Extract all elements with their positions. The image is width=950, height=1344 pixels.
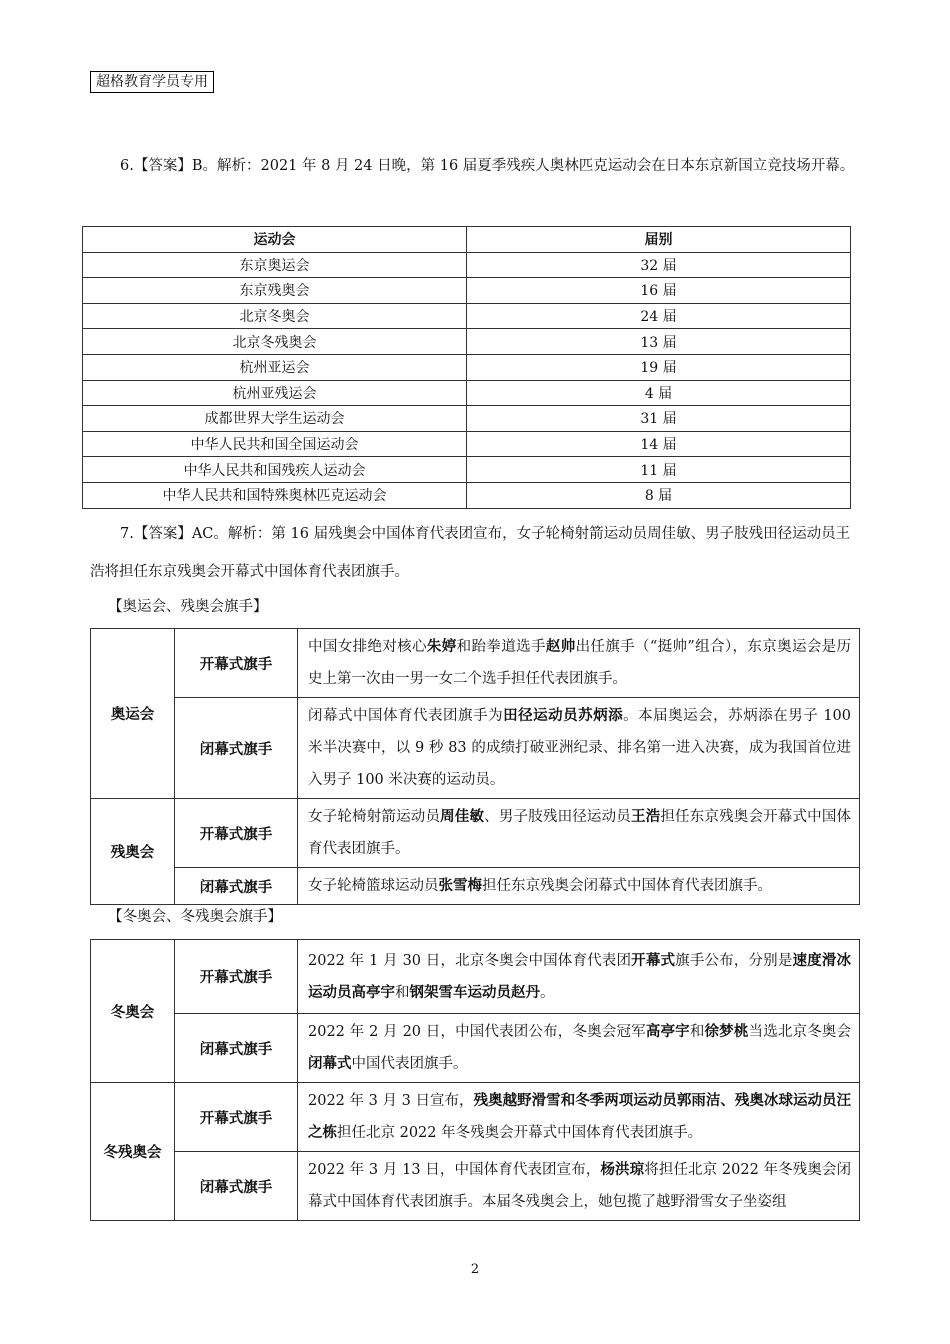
table-row: [91, 629, 860, 698]
role-cell: 开幕式旗手: [175, 799, 298, 868]
winter-section-label: 【冬奥会、冬残奥会旗手】: [108, 909, 282, 925]
games-edition: 24 届: [467, 303, 851, 329]
table-row: [91, 698, 860, 799]
description-cell: 2022 年 2 月 20 日，中国代表团公布，冬奥会冠军高亭宇和徐梦桃当选北京冬奥会闭幕式中国代表团旗手。: [298, 1014, 860, 1083]
table-row: [83, 482, 851, 508]
games-name: 中华人民共和国全国运动会: [83, 431, 467, 457]
role-cell: 闭幕式旗手: [175, 698, 298, 799]
summer-flagbearer-table: [90, 628, 860, 905]
games-name: 东京奥运会: [83, 252, 467, 278]
description-cell: 女子轮椅篮球运动员张雪梅担任东京残奥会闭幕式中国体育代表团旗手。: [298, 868, 860, 905]
table-row: [91, 1014, 860, 1083]
table-row: [91, 799, 860, 868]
category-cell: 奥运会: [91, 629, 175, 799]
games-table: [82, 226, 851, 509]
q6-answer: 6.【答案】B。解析：2021 年 8 月 24 日晚，第 16 届夏季残疾人奥林匹克运动会在日本东京新国立竞技场开幕。: [120, 158, 855, 174]
games-edition: 14 届: [467, 431, 851, 457]
games-edition: 11 届: [467, 457, 851, 483]
games-name: 杭州亚残运会: [83, 380, 467, 406]
table-row: [83, 329, 851, 355]
role-cell: 开幕式旗手: [175, 629, 298, 698]
table-row: [91, 1083, 860, 1152]
category-cell: 冬残奥会: [91, 1083, 175, 1221]
table-header-row: [83, 227, 851, 253]
games-edition: 4 届: [467, 380, 851, 406]
category-cell: 冬奥会: [91, 940, 175, 1083]
table-row: [83, 457, 851, 483]
games-name: 杭州亚运会: [83, 354, 467, 380]
games-name: 中华人民共和国残疾人运动会: [83, 457, 467, 483]
games-name: 中华人民共和国特殊奥林匹克运动会: [83, 482, 467, 508]
table-row: [83, 303, 851, 329]
table-row: [83, 252, 851, 278]
games-name: 东京残奥会: [83, 278, 467, 304]
summer-section-label: 【奥运会、残奥会旗手】: [108, 599, 268, 615]
games-edition: 8 届: [467, 482, 851, 508]
games-edition: 19 届: [467, 354, 851, 380]
table-row: [83, 354, 851, 380]
page-number: 2: [470, 1262, 480, 1277]
table-row: [83, 278, 851, 304]
column-header: 届别: [467, 227, 851, 253]
description-cell: 2022 年 3 月 3 日宣布，残奥越野滑雪和冬季两项运动员郭雨洁、残奥冰球运动员汪之栋担任北京 2022 年冬残奥会开幕式中国体育代表团旗手。: [298, 1083, 860, 1152]
role-cell: 开幕式旗手: [175, 940, 298, 1014]
role-cell: 闭幕式旗手: [175, 1152, 298, 1221]
description-cell: 中国女排绝对核心朱婷和跆拳道选手赵帅出任旗手（“挺帅”组合），东京奥运会是历史上第一次由一男一女二个选手担任代表团旗手。: [298, 629, 860, 698]
table-row: [91, 1152, 860, 1221]
table-row: [83, 431, 851, 457]
q7-answer: 7.【答案】AC。解析：第 16 届残奥会中国体育代表团宣布，女子轮椅射箭运动员周佳敏、男子肢残田径运动员王浩将担任东京残奥会开幕式中国体育代表团旗手。: [90, 526, 851, 580]
description-cell: 2022 年 1 月 30 日，北京冬奥会中国体育代表团开幕式旗手公布，分别是速度滑冰运动员高亭宇和钢架雪车运动员赵丹。: [298, 940, 860, 1014]
role-cell: 闭幕式旗手: [175, 1014, 298, 1083]
games-name: 北京冬残奥会: [83, 329, 467, 355]
games-edition: 32 届: [467, 252, 851, 278]
description-cell: 女子轮椅射箭运动员周佳敏、男子肢残田径运动员王浩担任东京残奥会开幕式中国体育代表团旗手。: [298, 799, 860, 868]
games-name: 北京冬奥会: [83, 303, 467, 329]
table-row: [83, 406, 851, 432]
games-edition: 13 届: [467, 329, 851, 355]
table-row: [83, 380, 851, 406]
category-cell: 残奥会: [91, 799, 175, 905]
description-cell: 闭幕式中国体育代表团旗手为田径运动员苏炳添。本届奥运会，苏炳添在男子 100 米半决赛中，以 9 秒 83 的成绩打破亚洲纪录、排名第一进入决赛，成为我国首位进入男子 100 米决赛的运动员。: [298, 698, 860, 799]
table-row: [91, 940, 860, 1014]
games-edition: 31 届: [467, 406, 851, 432]
table-row: [91, 868, 860, 905]
column-header: 运动会: [83, 227, 467, 253]
role-cell: 开幕式旗手: [175, 1083, 298, 1152]
games-edition: 16 届: [467, 278, 851, 304]
games-name: 成都世界大学生运动会: [83, 406, 467, 432]
winter-flagbearer-table: [90, 939, 860, 1221]
description-cell: 2022 年 3 月 13 日，中国体育代表团宣布，杨洪琼将担任北京 2022 年冬残奥会闭幕式中国体育代表团旗手。本届冬残奥会上，她包揽了越野滑雪女子坐姿组: [298, 1152, 860, 1221]
role-cell: 闭幕式旗手: [175, 868, 298, 905]
header-tag: 超格教育学员专用: [90, 71, 214, 93]
